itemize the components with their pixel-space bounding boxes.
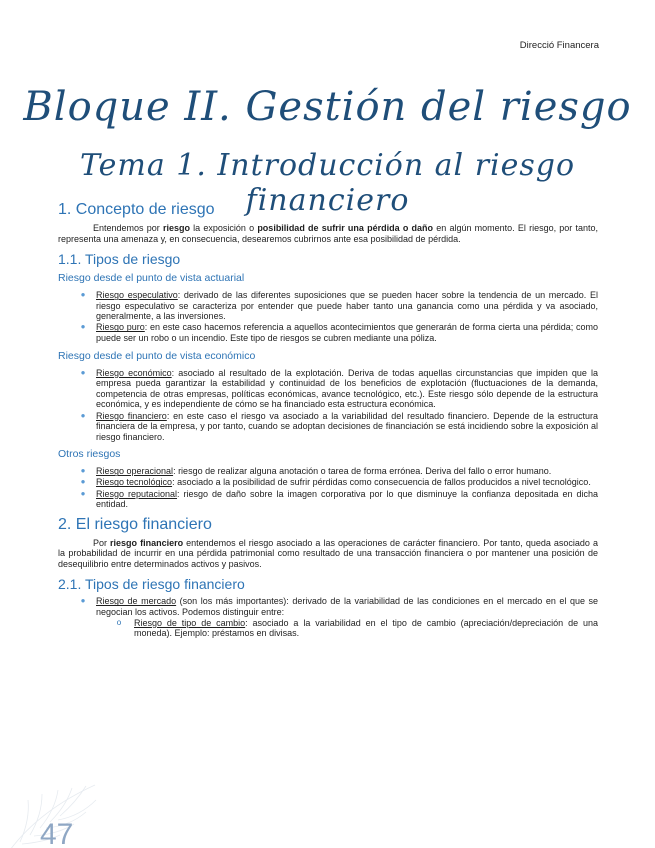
term: Riesgo de tipo de cambio [134, 617, 246, 628]
list-item [58, 322, 598, 343]
text-run: entendemos el riesgo asociado a las operaciones de carácter financiero. Por tanto, queda asociado a la probabilidad de incurrir en una pérdida patrimonial como resultado de una transacción financiera o por mantener una posición de desequilibrio entre determinados activos y pasivos. [58, 537, 598, 569]
text-run: : riesgo de daño sobre la imagen corporativa por lo que disminuye la confianza depositada en dicha entidad. [96, 488, 598, 510]
term: Riesgo reputacional [96, 488, 178, 499]
bullet-icon: ● [80, 466, 86, 476]
term: Riesgo operacional [96, 466, 174, 477]
section-1-1-heading: 1.1. Tipos de riesgo [58, 251, 181, 268]
term: Riesgo especulativo [96, 290, 178, 301]
text-run: Entendemos por [93, 223, 163, 233]
list-item [58, 489, 598, 510]
page-number: 47 [40, 818, 74, 848]
term: Riesgo financiero [96, 410, 167, 421]
list-item [58, 477, 598, 488]
bullet-icon: ● [80, 410, 86, 420]
term: Riesgo puro [96, 322, 145, 333]
text-run: la exposición o [189, 223, 258, 233]
text-run: : derivado de las diferentes suposiciones que se pueden hacer sobre la tendencia de un mercado. El riesgo especulativo se caracteriza por entender que puede haber tanto una ganancia como una pérdida y va asociado, generalmente, a las inversiones. [96, 290, 598, 322]
sub-list [96, 618, 598, 639]
text-run: Por [93, 537, 111, 548]
text-run: (son los más importantes): derivado de la variabilidad de las condiciones en el mercado en el que se negocian los activos. Podemos distinguir entre: [96, 596, 598, 618]
text-run: : asociado a la posibilidad de sufrir pérdidas como consecuencia de fallos producidos a nivel tecnológico. [172, 477, 591, 488]
header-department: Direcció Financera [519, 40, 599, 51]
bullet-icon: ● [80, 290, 86, 300]
bullet-icon: ● [80, 477, 86, 487]
sub-list-item [96, 618, 598, 639]
list-item [58, 368, 598, 410]
section-1-heading: 1. Concepto de riesgo [58, 201, 215, 218]
term: Riesgo tecnológico [96, 477, 173, 488]
section-1-intro [58, 223, 598, 244]
otros-heading: Otros riesgos [58, 448, 121, 461]
circle-bullet-icon: o [116, 617, 122, 627]
bold-term: riesgo [162, 223, 190, 233]
economico-heading: Riesgo desde el punto de vista económico [58, 349, 256, 362]
section-2-intro [58, 538, 598, 570]
actuarial-heading: Riesgo desde el punto de vista actuarial [58, 272, 245, 285]
text-run: : asociado a la variabilidad en el tipo de cambio (apreciación/depreciación de una moneda). Ejemplo: préstamos en divisas. [134, 617, 598, 639]
list-item [58, 466, 598, 477]
bullet-icon: ● [80, 488, 86, 498]
text-run: : riesgo de realizar alguna anotación o tarea de forma errónea. Deriva del fallo o error humano. [173, 466, 552, 477]
block-title: Bloque II. Gestión del riesgo [23, 84, 632, 130]
section-2-heading: 2. El riesgo financiero [58, 515, 212, 533]
bold-term: posibilidad de sufrir una pérdida o daño [257, 223, 434, 233]
term: Riesgo económico [96, 367, 172, 378]
bullet-icon: ● [80, 367, 86, 377]
section-2-1-heading: 2.1. Tipos de riesgo financiero [58, 576, 245, 593]
tipos-financiero-list [58, 596, 598, 638]
otros-list [58, 466, 598, 509]
bold-term: riesgo financiero [110, 537, 184, 548]
text-run: : asociado al resultado de la explotación. Deriva de todas aquellas circunstancias que impiden que la empresa pueda garantizar la estabilidad y continuidad de los beneficios de explotación (fluctuaciones de la demanda, competencia de otras empresas, políticas económicas, avance tecnológico, etc.). Este riesgo sólo depende de la estructura económica, y es independiente de cómo se ha financiado esta estructura económica. [96, 367, 599, 410]
list-item [58, 411, 598, 443]
list-item [58, 290, 598, 322]
document-body [58, 200, 598, 644]
text-run: en algún momento. El riesgo, por tanto, representa una amenaza y, en consecuencia, desearemos cubrirnos ante esa posibilidad de pérdida. [58, 223, 599, 244]
economico-list [58, 368, 598, 443]
term: Riesgo de mercado [96, 596, 177, 607]
topic-title: Tema 1. Introducción al riesgo financiero [79, 148, 576, 218]
bullet-icon: ● [80, 322, 86, 332]
text-run: : en este caso hacemos referencia a aquellos acontecimientos que generarán de forma cierta una pérdida; como puede ser un robo o un incendio. Este tipo de riesgos se cubren mediante una póliza. [96, 322, 598, 344]
bullet-icon: ● [80, 596, 86, 606]
actuarial-list [58, 290, 598, 343]
text-run: : en este caso el riesgo va asociado a la variabilidad del resultado financiero. Depende de la estructura financiera de la empresa, y por tanto, cuando se adoptan decisiones de financiación se está incidiendo sobre la exposición al riesgo financiero. [96, 410, 598, 442]
list-item [58, 596, 598, 638]
